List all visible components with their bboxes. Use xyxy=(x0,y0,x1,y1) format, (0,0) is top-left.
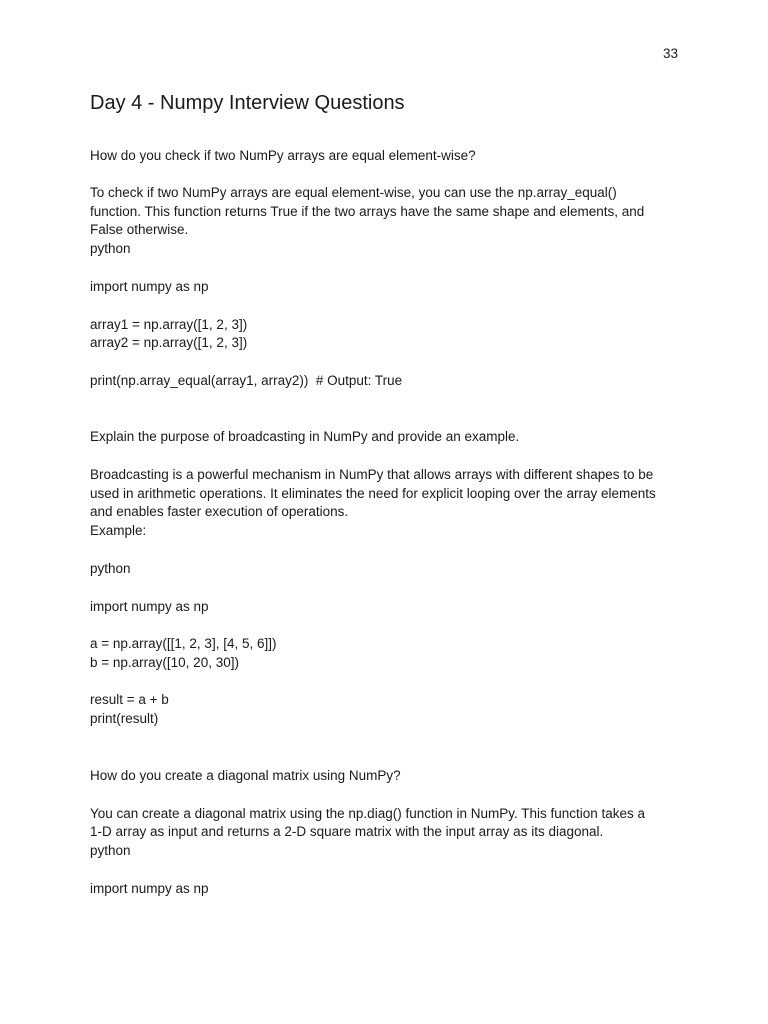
example-label: Example: xyxy=(90,523,147,538)
code-line: b = np.array([10, 20, 30]) xyxy=(90,655,239,670)
code-line: import numpy as np xyxy=(90,279,209,294)
page-number: 33 xyxy=(662,46,678,61)
question-3: How do you create a diagonal matrix using NumPy? xyxy=(90,768,401,783)
page-title: Day 4 - Numpy Interview Questions xyxy=(90,92,405,114)
code-line: result = a + b xyxy=(90,692,169,707)
answer-1-line: To check if two NumPy arrays are equal element-wise, you can use the np.array_equal() xyxy=(90,185,617,200)
answer-1-line: False otherwise. xyxy=(90,222,189,237)
code-language-label: python xyxy=(90,843,131,858)
code-line: print(result) xyxy=(90,711,159,726)
question-2: Explain the purpose of broadcasting in NumPy and provide an example. xyxy=(90,429,520,444)
code-line: array1 = np.array([1, 2, 3]) xyxy=(90,317,248,332)
code-line: import numpy as np xyxy=(90,881,209,896)
answer-3-line: You can create a diagonal matrix using the np.diag() function in NumPy. This function takes a xyxy=(90,806,646,821)
code-line: array2 = np.array([1, 2, 3]) xyxy=(90,335,248,350)
answer-2-line: and enables faster execution of operations. xyxy=(90,504,349,519)
question-1: How do you check if two NumPy arrays are equal element-wise? xyxy=(90,148,476,163)
code-line: a = np.array([[1, 2, 3], [4, 5, 6]]) xyxy=(90,636,277,651)
answer-3-line: 1-D array as input and returns a 2-D square matrix with the input array as its diagonal. xyxy=(90,824,604,839)
code-language-label: python xyxy=(90,561,131,576)
answer-2-line: used in arithmetic operations. It eliminates the need for explicit looping over the array elements xyxy=(90,486,656,501)
answer-2-line: Broadcasting is a powerful mechanism in NumPy that allows arrays with different shapes to be xyxy=(90,467,654,482)
code-line: print(np.array_equal(array1, array2)) # Output: True xyxy=(90,373,403,388)
answer-1-line: function. This function returns True if the two arrays have the same shape and elements, and xyxy=(90,204,645,219)
code-line: import numpy as np xyxy=(90,599,209,614)
code-language-label: python xyxy=(90,241,131,256)
